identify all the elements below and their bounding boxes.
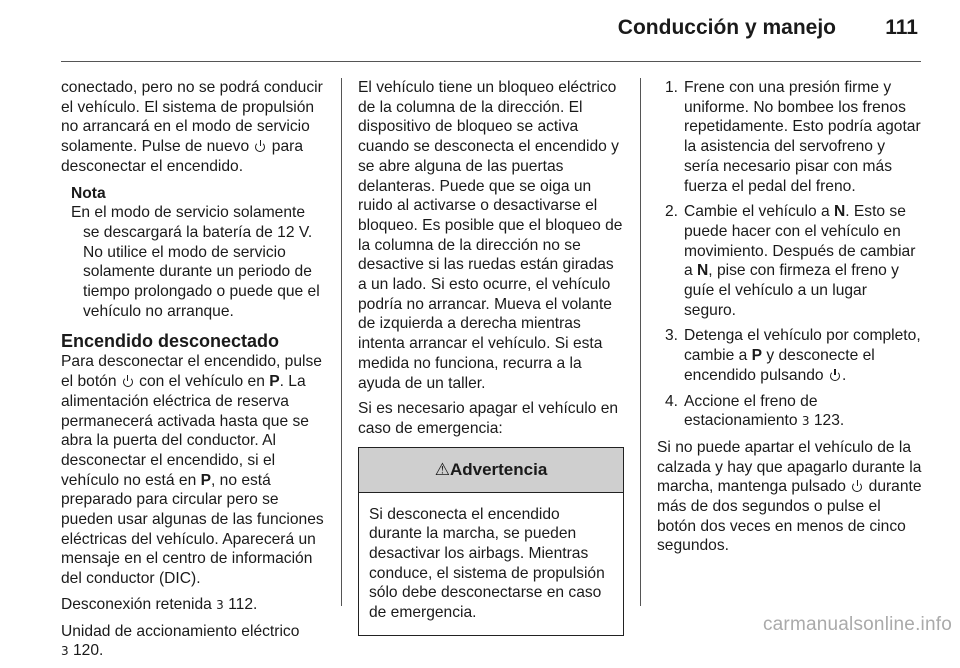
column-rule-1 [341, 78, 342, 606]
list-item: 2. Cambie el vehículo a N. Esto se puede hacer con el vehículo en movimiento. Después de cambiar a N, pise con firmeza el freno y guíe el vehículo a un lugar seguro. [665, 203, 916, 319]
warning-triangle-icon: ⚠ [434, 459, 450, 479]
power-button-icon [255, 142, 265, 152]
list-item[interactable]: 4. Accione el freno de estacionamiento 3 123. [665, 392, 845, 430]
column-middle [358, 78, 624, 636]
cross-reference[interactable]: Unidad de accionamiento eléctrico 3 120. [61, 622, 300, 660]
note-text: En el modo de servicio solamente se descargará la batería de 12 V. No utilice el modo de servicio solamente durante un periodo de tiempo prolongado o puede que el vehículo no arranque. [71, 204, 320, 320]
page-reference-icon: 3 [61, 644, 69, 659]
warning-header [359, 448, 623, 493]
column-rule-2 [640, 78, 641, 606]
running-header-title: Conducción y manejo [617, 16, 836, 39]
note-label: Nota [71, 184, 106, 202]
section-heading: Encendido desconectado [61, 331, 280, 352]
paragraph: Si no puede apartar el vehículo de la calzada y hay que apagarlo durante la marcha, mantenga pulsado durante más de dos segundos o pulse el botón dos veces en menos de cinco segundos. [657, 438, 922, 555]
steps-list [657, 78, 923, 432]
paragraph: Si es necesario apagar el vehículo en caso de emergencia: [358, 400, 619, 437]
column-right [657, 78, 923, 562]
column-left [61, 78, 325, 668]
cross-reference[interactable]: Desconexión retenida 3 112. [61, 595, 258, 613]
warning-text: Si desconecta el encendido durante la marcha, se pueden desactivar los airbags. Mientras conduce, el sistema de propulsión sólo debe desconectarse en caso de emergencia. [369, 505, 605, 622]
power-button-icon [852, 482, 862, 492]
paragraph: Para desconectar el encendido, pulse el botón con el vehículo en P. La alimentación eléctrica de reserva permanecerá activada hasta que se abra la puerta del conductor. Al desconectar el encendido, si el vehículo no está en P, no está preparado para circular pero se pueden usar algunas de las funciones eléctricas del vehículo. Aparecerá un mensaje en el centro de información del conductor (DIC). [61, 353, 324, 588]
page-reference-icon: 3 [801, 414, 810, 429]
watermark: carmanualsonline.info [762, 614, 952, 635]
paragraph: El vehículo tiene un bloqueo eléctrico de la columna de la dirección. El dispositivo de bloqueo se activa cuando se desconecta el encendido y se abre alguna de las puertas delanteras. Puede que se oiga un ruido al activarse o desactivarse el bloqueo. Es posible que el bloqueo de la columna de la dirección no se desactive si las ruedas están giradas a un lado. Si esto ocurre, el vehículo podría no arrancar. Mueva el volante de izquierda a derecha mientras intenta arrancar el vehículo. Si esta medida no funciona, recurra a la ayuda de un taller. [358, 79, 623, 392]
header-rule [61, 61, 921, 62]
note-block [71, 184, 325, 322]
power-button-icon [123, 377, 133, 387]
warning-title: Advertencia [449, 459, 548, 479]
list-item: 1. Frene con una presión firme y uniforme. No bombee los frenos repetidamente. Esto podría agotar la asistencia del servofreno y sería necesario pisar con más fuerza el pedal del freno. [665, 79, 921, 195]
page-reference-icon: 3 [216, 597, 224, 612]
warning-box [358, 447, 624, 636]
paragraph: conectado, pero no se podrá conducir el vehículo. El sistema de propulsión no arrancará en el modo de servicio solamente. Pulse de nuevo para desconectar el encendido. [61, 79, 323, 175]
list-item: 3. Detenga el vehículo por completo, cambie a P y desconecte el encendido pulsando . [665, 327, 921, 384]
page-number: 111 [885, 16, 918, 39]
power-button-icon [830, 371, 840, 381]
